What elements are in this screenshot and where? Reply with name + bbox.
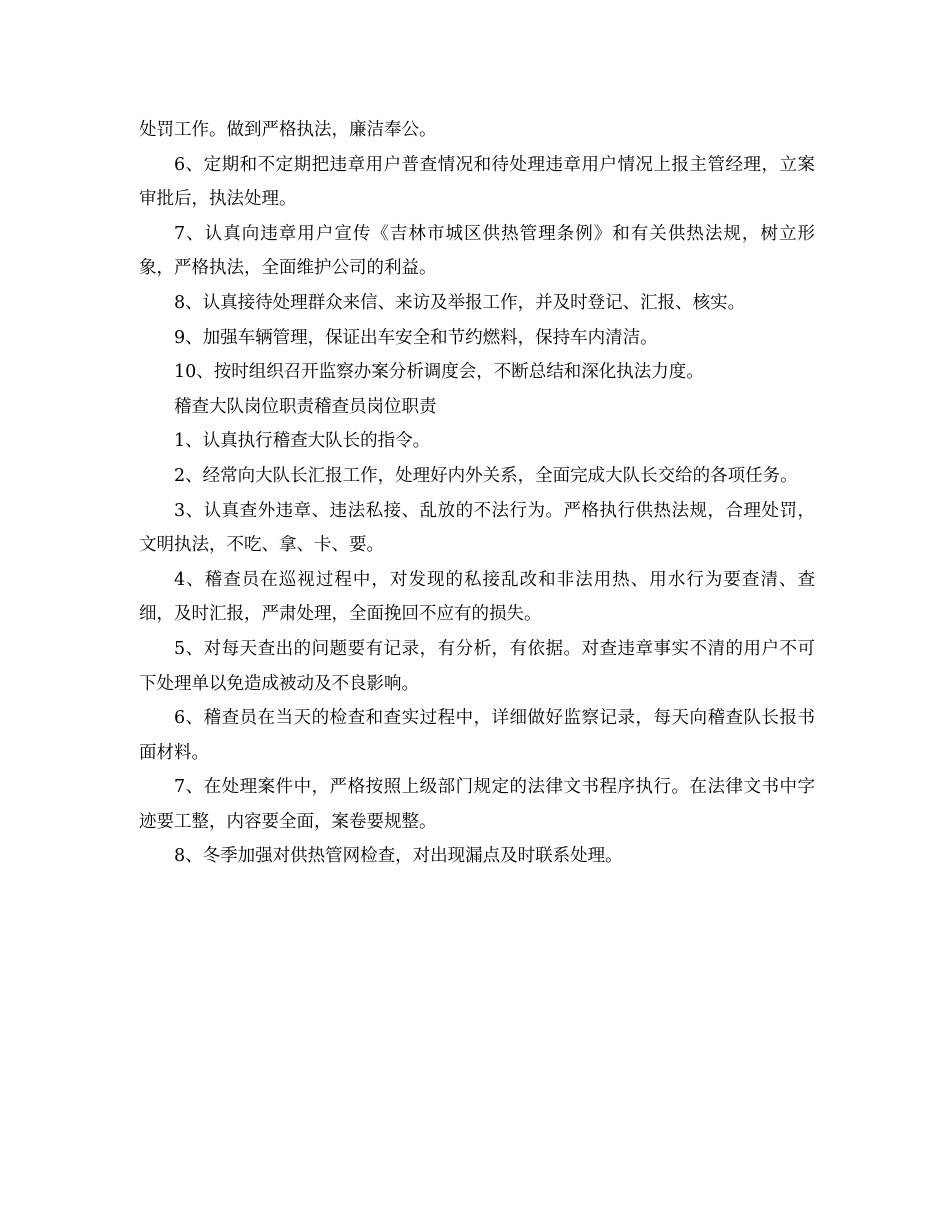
paragraph-duty-2: 2、经常向大队长汇报工作，处理好内外关系，全面完成大队长交给的各项任务。 [174, 465, 798, 486]
paragraph-duty-3: 3、认真查外违章、违法私接、乱放的不法行为。严格执行供热法规，合理处罚，文明执法，不吃、拿、卡、要。 [139, 500, 815, 556]
paragraph-duty-6: 6、稽查员在当天的检查和查实过程中，详细做好监察记录，每天向稽查队长报书面材料。 [139, 708, 815, 763]
paragraph-item-6: 6、定期和不定期把违章用户普查情况和待处理违章用户情况上报主管经理，立案审批后，执法处理。 [139, 154, 815, 210]
paragraph-item-7: 7、认真向违章用户宣传《吉林市城区供热管理条例》和有关供热法规，树立形象，严格执法，全面维护公司的利益。 [139, 223, 815, 279]
paragraph-duty-1: 1、认真执行稽查大队长的指令。 [174, 431, 431, 452]
section-heading: 稽查大队岗位职责稽查员岗位职责 [174, 396, 437, 417]
document-body [139, 113, 815, 874]
paragraph-duty-4: 4、稽查员在巡视过程中，对发现的私接乱改和非法用热、用水行为要查清、查细，及时汇报，严肃处理，全面挽回不应有的损失。 [139, 569, 815, 625]
paragraph-duty-5: 5、对每天查出的问题要有记录，有分析，有依据。对查违章事实不清的用户不可下处理单以免造成被动及不良影响。 [139, 638, 815, 694]
paragraph-duty-7: 7、在处理案件中，严格按照上级部门规定的法律文书程序执行。在法律文书中字迹要工整，内容要全面，案卷要规整。 [139, 777, 815, 832]
paragraph-duty-8: 8、冬季加强对供热管网检查，对出现漏点及时联系处理。 [174, 846, 623, 867]
paragraph-item-9: 9、加强车辆管理，保证出车安全和节约燃料，保持车内清洁。 [174, 327, 658, 348]
paragraph-item-8: 8、认真接待处理群众来信、来访及举报工作，并及时登记、汇报、核实。 [174, 292, 746, 313]
paragraph-continuation: 处罚工作。做到严格执法，廉洁奉公。 [139, 120, 437, 140]
paragraph-item-10: 10、按时组织召开监察办案分析调度会，不断总结和深化执法力度。 [174, 362, 704, 383]
